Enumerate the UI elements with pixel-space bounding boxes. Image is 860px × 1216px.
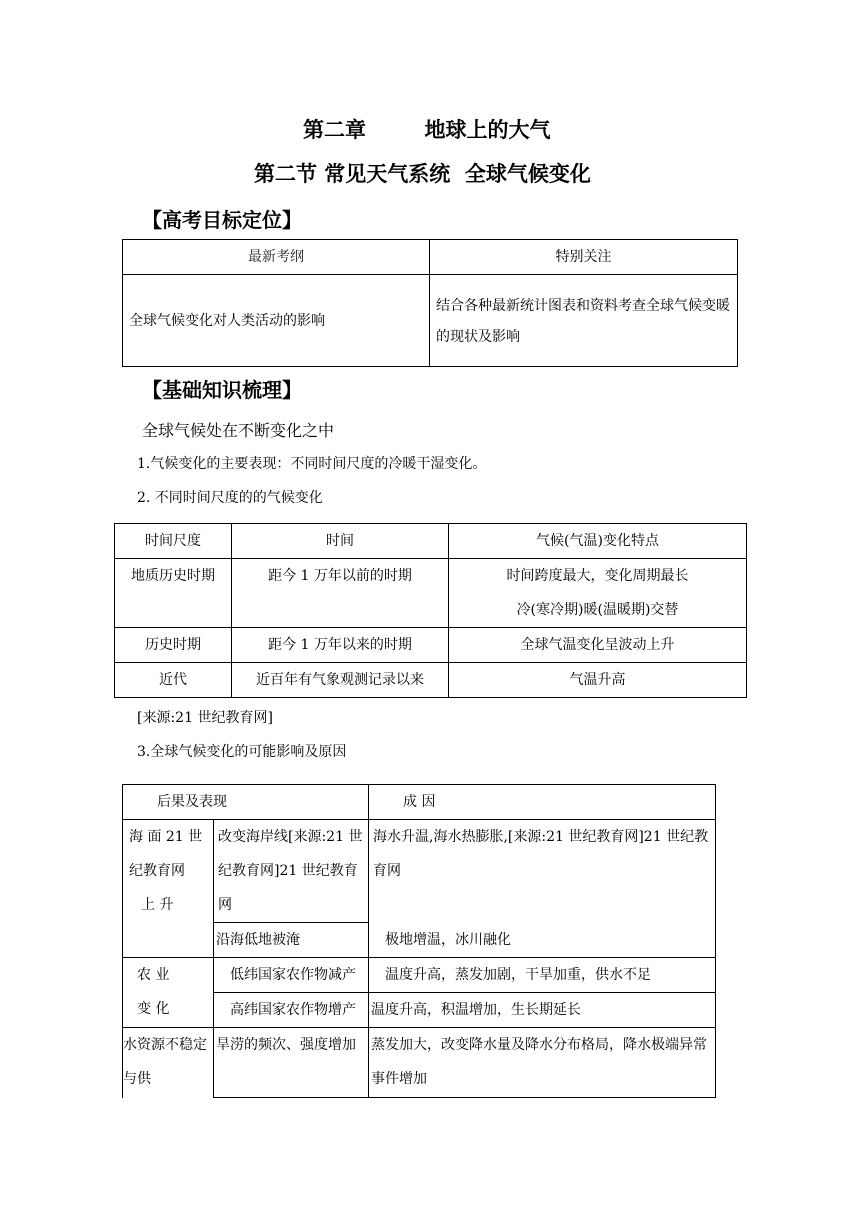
header-cell: 特别关注 (430, 240, 738, 275)
item-1: 1.气候变化的主要表现：不同时间尺度的冷暖干湿变化。 (137, 456, 487, 472)
table-cell: 沿海低地被淹 (214, 923, 369, 958)
header-cell: 时间尺度 (115, 524, 232, 559)
cell-line: 时间跨度最大，变化周期最长 (506, 568, 689, 584)
header-cell: 时间 (232, 524, 449, 559)
table-cell: 地质历史时期 (115, 559, 232, 628)
category-cell (123, 820, 214, 958)
heading-basic: 【基础知识梳理】 (142, 378, 302, 402)
header-cell: 成 因 (369, 785, 716, 820)
table-cell: 结合各种最新统计图表和资料考查全球气候变暖的现状及影响 (430, 275, 738, 367)
cell-line: 农 业 (137, 967, 170, 983)
category-cell (123, 958, 214, 1028)
header-cell: 后果及表现 (123, 785, 369, 820)
table-cell: 高纬国家农作物增产 (214, 993, 369, 1028)
table-cell: 温度升高，蒸发加剧，干旱加重，供水不足 (369, 958, 716, 993)
section-title: 第二节 常见天气系统 全球气候变化 (254, 162, 591, 186)
table-cell: 蒸发加大，改变降水量及降水分布格局，降水极端异常事件增加 (369, 1028, 716, 1098)
category-cell: 水资源不稳定与供 (123, 1028, 214, 1098)
table-cell: 近百年有气象观测记录以来 (232, 663, 449, 698)
table-cell (449, 559, 747, 628)
table-cell: 距今 1 万年以来的时期 (232, 628, 449, 663)
goal-table (122, 239, 738, 367)
time-scale-table (114, 523, 747, 698)
table-cell: 全球气候变化对人类活动的影响 (123, 275, 430, 367)
subtitle: 全球气候处在不断变化之中 (142, 421, 335, 440)
table-cell: 旱涝的频次、强度增加 (214, 1028, 369, 1098)
item-3: 3.全球气候变化的可能影响及原因 (137, 744, 347, 760)
source-note: [来源:21 世纪教育网] (137, 710, 273, 726)
item-2: 2. 不同时间尺度的的气候变化 (137, 490, 323, 506)
impact-table (122, 784, 716, 1098)
heading-goal: 【高考目标定位】 (142, 208, 302, 232)
table-cell: 极地增温，冰川融化 (369, 923, 716, 958)
table-cell: 气温升高 (449, 663, 747, 698)
chapter-title: 第二章 地球上的大气 (303, 118, 551, 142)
cell-line: 上 升 (141, 897, 174, 913)
cell-line: 变 化 (137, 1001, 170, 1017)
table-cell: 历史时期 (115, 628, 232, 663)
table-cell: 海水升温,海水热膨胀,[来源:21 世纪教育网]21 世纪教育网 (369, 820, 716, 923)
header-cell: 气候(气温)变化特点 (449, 524, 747, 559)
table-cell: 距今 1 万年以前的时期 (232, 559, 449, 628)
table-cell: 近代 (115, 663, 232, 698)
cell-line: 冷(寒冷期)暖(温暖期)交替 (516, 602, 679, 618)
table-cell: 低纬国家农作物减产 (214, 958, 369, 993)
header-cell: 最新考纲 (123, 240, 430, 275)
table-cell: 改变海岸线[来源:21 世纪教育网]21 世纪教育网 (214, 820, 369, 923)
cell-line: 海 面 21 世纪教育网 (129, 829, 203, 879)
table-cell: 温度升高，积温增加，生长期延长 (369, 993, 716, 1028)
table-cell: 全球气温变化呈波动上升 (449, 628, 747, 663)
